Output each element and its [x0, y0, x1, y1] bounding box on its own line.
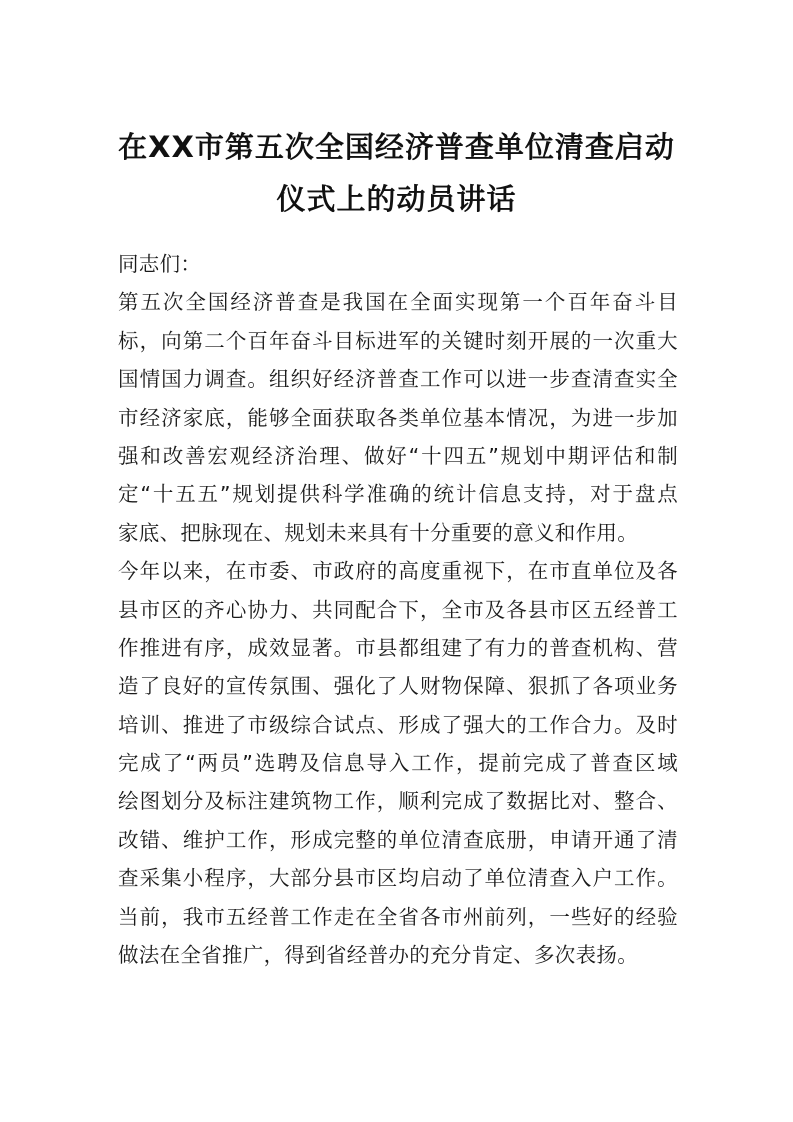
paragraph-line: 查采集小程序，大部分县市区均启动了单位清查入户工作。	[118, 866, 678, 891]
paragraph-line: 强和改善宏观经济治理、做好“十四五”规划中期评估和制	[118, 443, 678, 468]
paragraph-line: 家底、把脉现在、规划未来具有十分重要的意义和作用。	[118, 520, 638, 545]
title-line-2: 仪式上的动员讲话	[276, 182, 517, 216]
paragraph-line: 造了良好的宣传氛围、强化了人财物保障、狠抓了各项业务	[118, 674, 678, 699]
paragraph-line: 改错、维护工作，形成完整的单位清查底册，申请开通了清	[118, 827, 678, 852]
document-title	[100, 121, 693, 225]
title-line-1: 在XX市第五次全国经济普查单位清查启动	[118, 130, 675, 164]
paragraph-line: 今年以来，在市委、市政府的高度重视下，在市直单位及各	[118, 559, 678, 584]
document-body	[118, 245, 678, 974]
salutation: 同志们：	[118, 252, 202, 276]
paragraph-line: 国情国力调查。组织好经济普查工作可以进一步查清查实全	[118, 367, 678, 392]
paragraph-line: 标，向第二个百年奋斗目标进军的关键时刻开展的一次重大	[118, 328, 678, 353]
paragraph-line: 当前，我市五经普工作走在全省各市州前列，一些好的经验	[118, 904, 678, 929]
paragraph-line: 做法在全省推广，得到省经普办的充分肯定、多次表扬。	[118, 943, 638, 968]
paragraph-2	[118, 552, 678, 974]
paragraph-line: 培训、推进了市级综合试点、形成了强大的工作合力。及时	[118, 712, 678, 737]
paragraph-line: 完成了“两员”选聘及信息导入工作，提前完成了普查区域	[118, 751, 678, 776]
paragraph-line: 定“十五五”规划提供科学准确的统计信息支持，对于盘点	[118, 482, 678, 507]
paragraph-line: 绘图划分及标注建筑物工作，顺利完成了数据比对、整合、	[118, 789, 678, 814]
paragraph-line: 第五次全国经济普查是我国在全面实现第一个百年奋斗目	[118, 290, 678, 315]
paragraph-line: 市经济家底，能够全面获取各类单位基本情况，为进一步加	[118, 405, 678, 430]
paragraph-1	[118, 283, 678, 552]
paragraph-line: 县市区的齐心协力、共同配合下，全市及各县市区五经普工	[118, 597, 678, 622]
paragraph-line: 作推进有序，成效显著。市县都组建了有力的普查机构、营	[118, 635, 678, 660]
